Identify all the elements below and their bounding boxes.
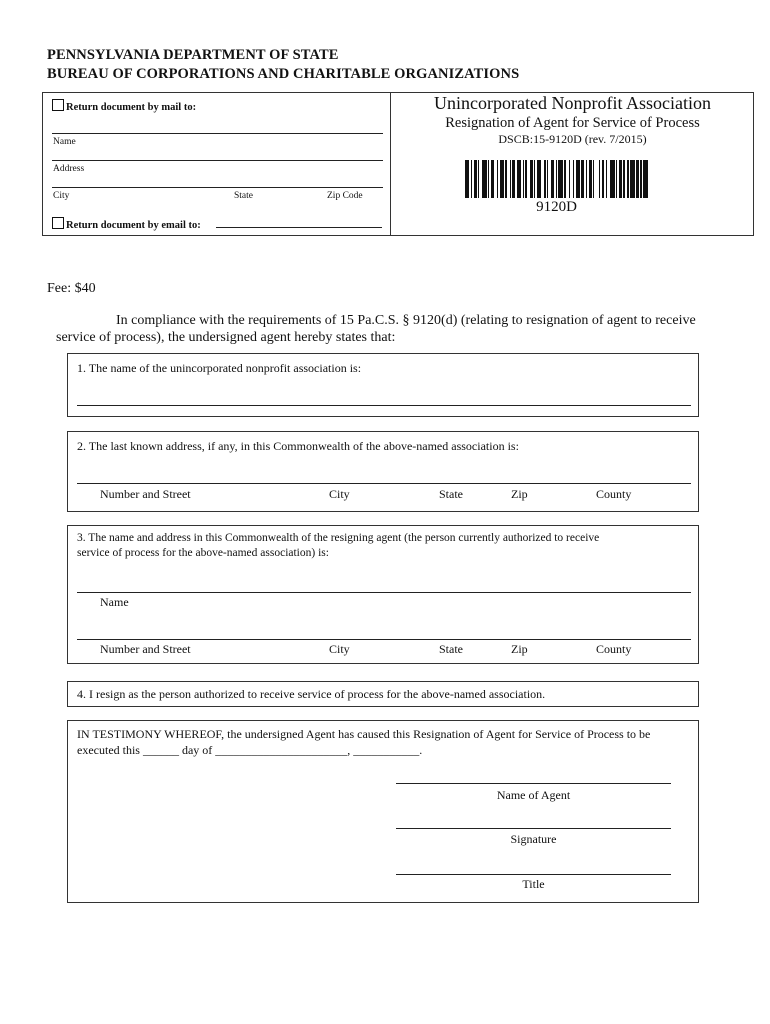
section-3-street-label: Number and Street [100,642,191,656]
return-by-email-checkbox[interactable] [52,217,64,229]
return-by-mail-row [52,97,196,115]
section-2-county-label: County [596,487,632,501]
section-2-city-label: City [329,487,350,501]
state-label: State [234,191,253,201]
section-3-line-1: 3. The name and address in this Commonwealth of the resigning agent (the person currently authorized to receive [77,532,600,544]
section-2-zip-label: Zip [511,487,528,501]
section-2-association-address [67,431,699,512]
signature-label: Signature [510,832,557,846]
city-label: City [53,191,70,201]
intro-line-2: service of process), the undersigned agent hereby states that: [56,330,396,345]
form-subtitle: Resignation of Agent for Service of Process [445,115,700,131]
return-by-email-label: Return document by email to: [66,220,201,231]
barcode [465,160,648,198]
section-4-resignation [67,681,699,707]
address-line[interactable] [52,160,383,161]
header-department: PENNSYLVANIA DEPARTMENT OF STATE [47,47,339,63]
title-label: Title [522,877,545,891]
section-2-state-label: State [439,487,463,501]
barcode-text: 9120D [536,199,577,215]
section-3-city-label: City [329,642,350,656]
section-3-agent-info [67,525,699,664]
address-label: Address [53,164,85,174]
name-line[interactable] [52,133,383,134]
zip-code-label: Zip Code [327,191,363,201]
agent-name-line[interactable] [77,592,691,593]
name-of-agent-label: Name of Agent [496,788,571,802]
return-by-email-row [52,215,201,233]
city-state-zip-line[interactable] [52,187,383,188]
section-2-street-label: Number and Street [100,487,191,501]
section-3-line-2: service of process for the above-named association) is: [77,547,329,559]
testimony-section [67,720,699,903]
section-3-state-label: State [439,642,463,656]
section-1-association-name [67,353,699,417]
form-title: Unincorporated Nonprofit Association [434,93,711,113]
signature-line[interactable] [396,828,671,829]
name-label: Name [53,137,76,147]
return-by-mail-label: Return document by mail to: [66,102,197,113]
section-3-zip-label: Zip [511,642,528,656]
title-line[interactable] [396,874,671,875]
header-bureau: BUREAU OF CORPORATIONS AND CHARITABLE ORGANIZATIONS [47,66,520,82]
return-document-panel [43,93,391,235]
section-1-text: 1. The name of the unincorporated nonprofit association is: [77,361,362,375]
association-address-line[interactable] [77,483,691,484]
fee: Fee: $40 [47,281,96,296]
section-3-county-label: County [596,642,632,656]
testimony-line-2: executed this ______ day of ______________________, ___________. [77,743,423,757]
association-name-line[interactable] [77,405,691,406]
section-3-name-label: Name [100,595,129,609]
form-code: DSCB:15-9120D (rev. 7/2015) [498,132,647,146]
agent-name-signature-line[interactable] [396,783,671,784]
return-by-mail-checkbox[interactable] [52,99,64,111]
intro-line-1: In compliance with the requirements of 15 Pa.C.S. § 9120(d) (relating to resignation of agent to receive [116,313,696,328]
testimony-line-1: IN TESTIMONY WHEREOF, the undersigned Agent has caused this Resignation of Agent for Service of Process to be [77,727,651,741]
section-2-text: 2. The last known address, if any, in this Commonwealth of the above-named association is: [77,439,519,453]
email-line[interactable] [216,227,382,228]
section-4-text: 4. I resign as the person authorized to receive service of process for the above-named association. [77,687,546,701]
agent-address-line[interactable] [77,639,691,640]
